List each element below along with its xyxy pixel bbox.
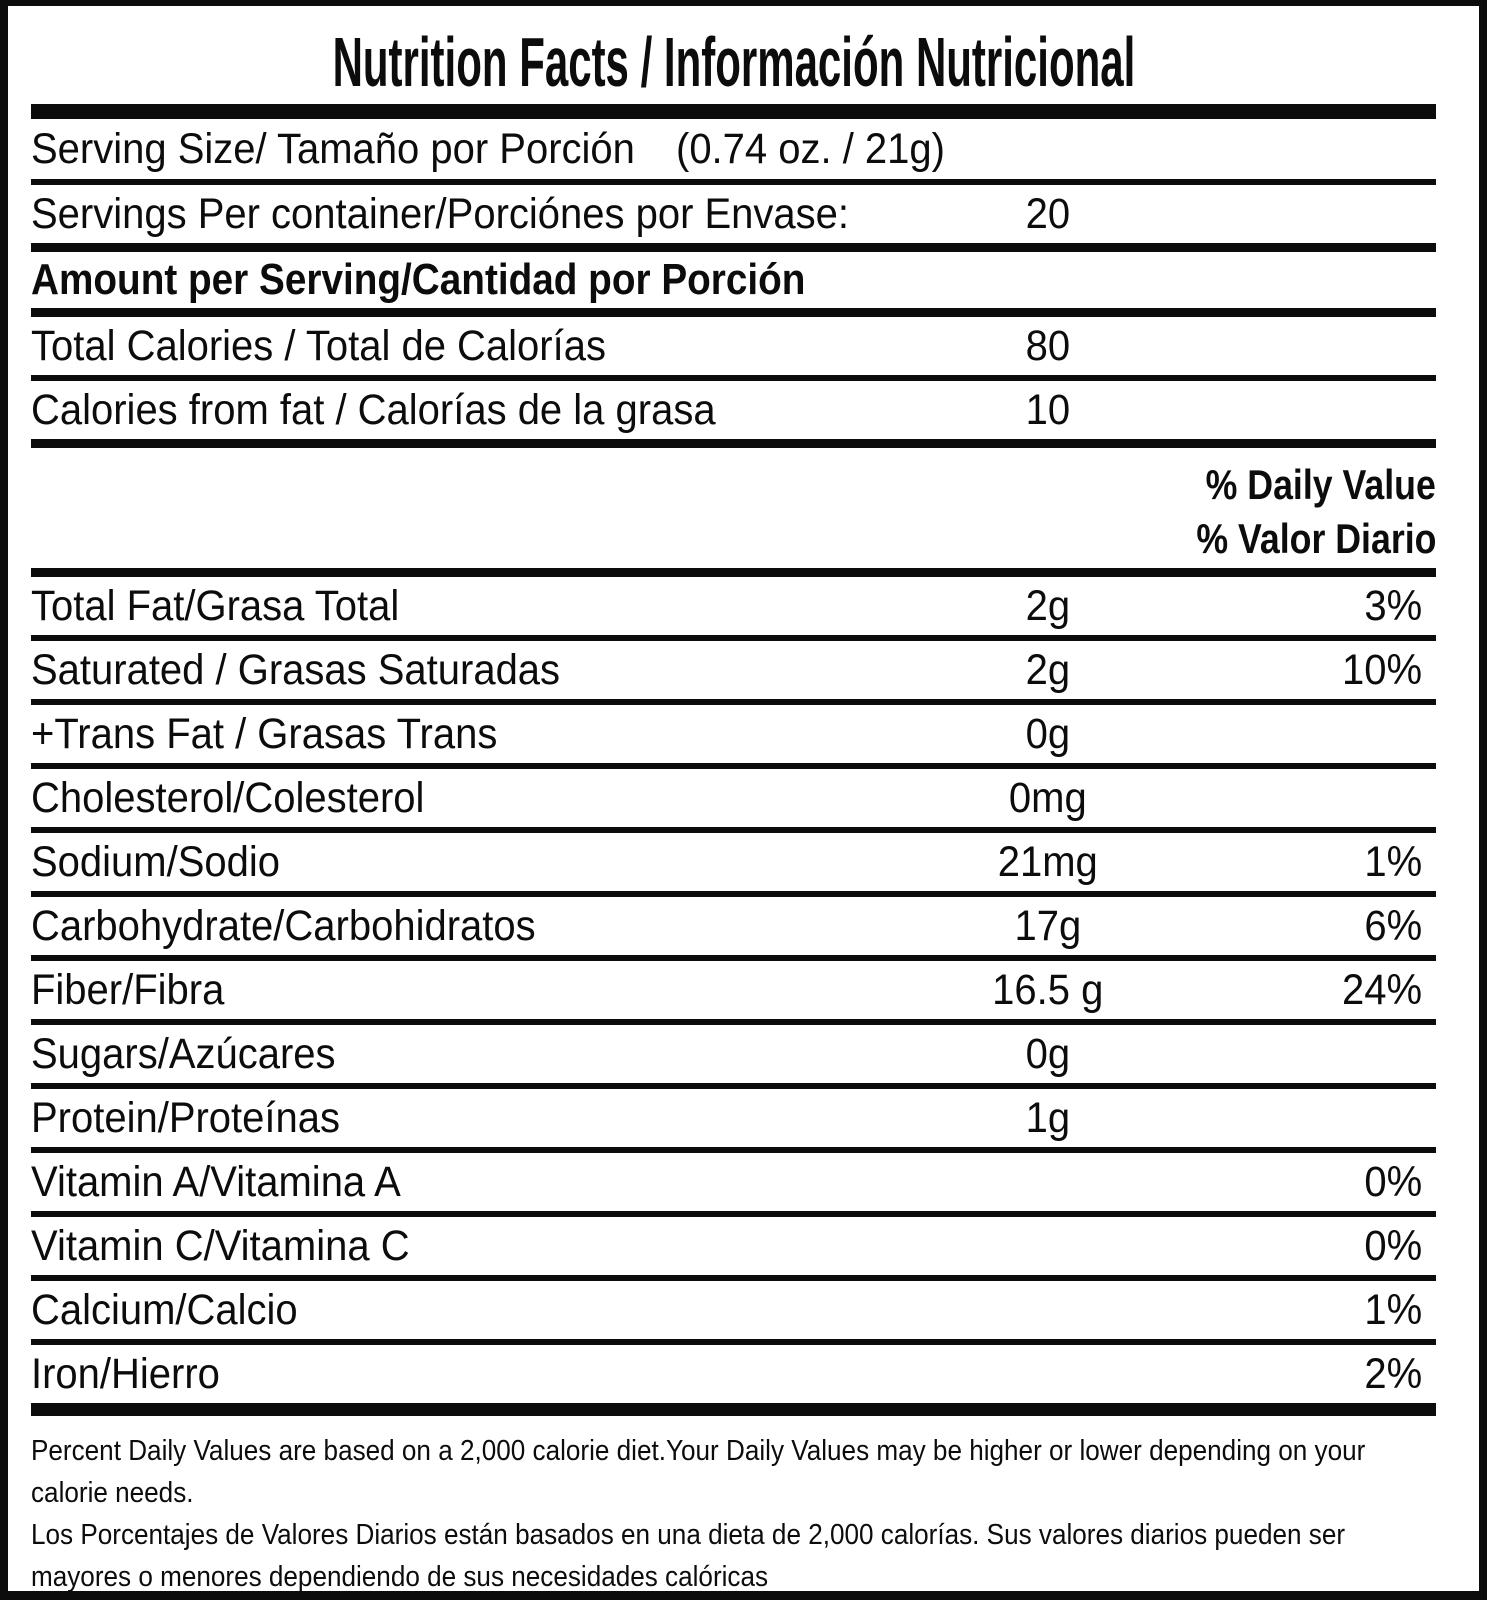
amount-per-serving-header-text: Amount per Serving/Cantidad por Porción bbox=[31, 255, 806, 304]
nutrient-daily-value: 6% bbox=[1364, 902, 1422, 950]
label-title bbox=[31, 20, 1436, 104]
nutrient-amount: 0g bbox=[1025, 710, 1071, 758]
footer-divider-bar bbox=[31, 1403, 1436, 1416]
calories-from-fat-row bbox=[31, 381, 1436, 439]
nutrient-label: Total Fat/Grasa Total bbox=[31, 582, 400, 630]
nutrient-amount: 0mg bbox=[1009, 774, 1087, 822]
nutrient-label: Calcium/Calcio bbox=[31, 1286, 298, 1334]
nutrient-daily-value: 10% bbox=[1341, 646, 1422, 694]
nutrient-label: +Trans Fat / Grasas Trans bbox=[31, 710, 498, 758]
nutrient-label: Vitamin C/Vitamina C bbox=[31, 1222, 410, 1270]
nutrient-row-calcium bbox=[31, 1281, 1436, 1339]
nutrient-amount: 16.5 g bbox=[992, 966, 1104, 1014]
nutrient-amount: 1g bbox=[1025, 1094, 1071, 1142]
nutrient-daily-value: 0% bbox=[1364, 1158, 1422, 1206]
nutrient-amount: 0g bbox=[1025, 1030, 1071, 1078]
divider-thick bbox=[31, 568, 1436, 577]
calories-from-fat-value: 10 bbox=[1025, 386, 1071, 434]
daily-value-header bbox=[31, 448, 1436, 568]
nutrient-amount: 2g bbox=[1025, 646, 1071, 694]
nutrient-amount: 21mg bbox=[997, 838, 1099, 886]
label-title-text: Nutrition Facts / Información Nutricional bbox=[332, 23, 1135, 101]
servings-per-container-row bbox=[31, 185, 1436, 243]
nutrient-daily-value: 2% bbox=[1364, 1350, 1422, 1398]
nutrient-daily-value: 1% bbox=[1364, 838, 1422, 886]
nutrient-row-sugars bbox=[31, 1025, 1436, 1083]
nutrient-label: Protein/Proteínas bbox=[31, 1094, 340, 1142]
nutrient-label: Sugars/Azúcares bbox=[31, 1030, 336, 1078]
divider-thick bbox=[31, 243, 1436, 252]
serving-size-row bbox=[31, 119, 1436, 179]
nutrient-label: Sodium/Sodio bbox=[31, 838, 280, 886]
nutrient-row-saturated-fat bbox=[31, 641, 1436, 699]
daily-value-header-english: % Daily Value bbox=[1205, 461, 1436, 509]
nutrient-row-total-fat bbox=[31, 577, 1436, 635]
nutrient-label: Iron/Hierro bbox=[31, 1350, 220, 1398]
servings-per-container-value: 20 bbox=[1025, 190, 1071, 238]
nutrient-amount: 17g bbox=[1014, 902, 1082, 950]
nutrient-daily-value: 1% bbox=[1364, 1286, 1422, 1334]
total-calories-label: Total Calories / Total de Calorías bbox=[31, 322, 606, 370]
nutrient-daily-value: 24% bbox=[1341, 966, 1422, 1014]
nutrient-label: Fiber/Fibra bbox=[31, 966, 225, 1014]
footnote-spanish: Los Porcentajes de Valores Diarios están basados en una dieta de 2,000 calorías. Sus valores diarios pueden ser mayores o menores dependiendo de sus necesidades calóricas bbox=[31, 1519, 1346, 1593]
nutrient-label: Vitamin A/Vitamina A bbox=[31, 1158, 401, 1206]
daily-value-header-spanish: % Valor Diario bbox=[1195, 514, 1436, 562]
title-divider-bar bbox=[31, 104, 1436, 119]
nutrient-label: Saturated / Grasas Saturadas bbox=[31, 646, 561, 694]
nutrient-row-fiber bbox=[31, 961, 1436, 1019]
nutrient-row-carbohydrate bbox=[31, 897, 1436, 955]
nutrient-label: Cholesterol/Colesterol bbox=[31, 774, 425, 822]
nutrient-daily-value: 3% bbox=[1364, 582, 1422, 630]
serving-size-label: Serving Size/ Tamaño por Porción bbox=[31, 125, 635, 173]
divider-thick bbox=[31, 308, 1436, 317]
footnote-english: Percent Daily Values are based on a 2,000 calorie diet.Your Daily Values may be higher or lower depending on your calorie needs. bbox=[31, 1435, 1366, 1509]
total-calories-row bbox=[31, 317, 1436, 375]
amount-per-serving-header bbox=[31, 252, 1436, 308]
nutrient-row-vitamin-a bbox=[31, 1153, 1436, 1211]
total-calories-value: 80 bbox=[1025, 322, 1071, 370]
nutrient-label: Carbohydrate/Carbohidratos bbox=[31, 902, 536, 950]
nutrient-amount: 2g bbox=[1025, 582, 1071, 630]
servings-per-container-label: Servings Per container/Porciónes por Envase: bbox=[31, 190, 850, 238]
nutrient-row-protein bbox=[31, 1089, 1436, 1147]
nutrient-row-trans-fat bbox=[31, 705, 1436, 763]
nutrient-row-sodium bbox=[31, 833, 1436, 891]
divider-thick bbox=[31, 439, 1436, 448]
calories-from-fat-label: Calories from fat / Calorías de la grasa bbox=[31, 386, 716, 434]
nutrient-row-cholesterol bbox=[31, 769, 1436, 827]
nutrient-daily-value: 0% bbox=[1364, 1222, 1422, 1270]
nutrient-row-iron bbox=[31, 1345, 1436, 1403]
footnote bbox=[31, 1430, 1436, 1598]
serving-size-value: (0.74 oz. / 21g) bbox=[676, 125, 945, 173]
nutrient-row-vitamin-c bbox=[31, 1217, 1436, 1275]
